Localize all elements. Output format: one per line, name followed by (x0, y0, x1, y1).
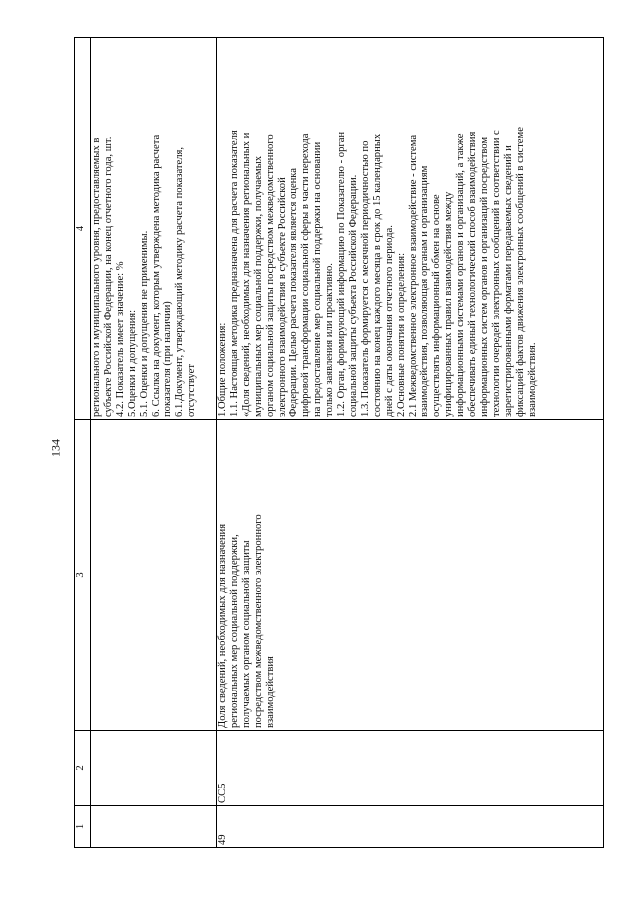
methodology-line: субъекте Российской Федерации, на конец отчетного года, шт. (102, 136, 114, 417)
methodology-line: 1.2. Орган, формирующий информацию по Показателю - орган (336, 131, 348, 417)
methodology-line: муниципальных мер социальной поддержки, получаемых (252, 155, 264, 417)
methodology-line: социальной защиты субъекта Российской Федерации. (347, 174, 359, 417)
name-line: получаемых органом социальной защиты (240, 540, 252, 728)
methodology-line: 5.1. Оценки и допущения не применимы. (138, 230, 150, 417)
methodology-line: 2.Основные понятия и определения: (395, 252, 407, 417)
name-line: региональных мер социальной поддержки, (228, 534, 240, 728)
methodology-line: на предоставление мер социальной поддержки на основании (312, 141, 324, 417)
methodology-line: 1.Общие положения: (217, 322, 228, 417)
methodology-line: 6. Ссылка на документ, которым утверждена методика расчета (150, 134, 162, 417)
methodology-line: информационными системами органов и организаций, а также (455, 133, 467, 417)
header-col-4: 4 (75, 38, 91, 420)
cell-code (91, 731, 217, 806)
name-line: Доля сведений, необходимых для назначения (217, 523, 228, 728)
cell-methodology (91, 38, 217, 420)
name-line: взаимодействия (264, 656, 276, 728)
methodology-line: 6.1.Документ, утверждающий методику расчета показателя, (174, 146, 186, 417)
cell-name (91, 420, 217, 731)
methodology-line: фиксацией фактов движения электронных сообщений в системе (514, 127, 526, 417)
page-number: 134 (48, 439, 63, 457)
methodology-line: 1.1. Настоящая методика предназначена для расчета показателя (228, 130, 240, 417)
methodology-line: Федерации. Целью расчета показателя является оценка (288, 168, 300, 417)
cell-methodology (217, 38, 604, 420)
methodology-line: только заявления или проактивно. (324, 263, 336, 417)
methodology-line: осуществлять информационный обмен на основе (431, 194, 443, 417)
methodology-line: зарегистрированными форматами передаваемых сведений и (502, 145, 514, 417)
cell-number (91, 806, 217, 848)
header-row (75, 38, 91, 848)
methodology-line: обеспечивать единый технологический способ взаимодействия (467, 131, 479, 417)
methodology-line: взаимодействия. (526, 342, 538, 417)
methodology-line: цифровой трансформации социальной сферы в части перехода (300, 133, 312, 417)
methodology-line: информационных систем органов и организаций посредством (478, 136, 490, 417)
indicator-table (74, 37, 604, 848)
methodology-line: показателя (при наличии) (162, 301, 174, 417)
methodology-line: технологии очередей электронных сообщений в соответствии с (490, 130, 502, 417)
table-row-49 (217, 38, 604, 848)
header-col-3: 3 (75, 420, 91, 731)
cell-name (217, 420, 604, 731)
methodology-line: органом социальной защиты посредством межведомственного (264, 134, 276, 417)
cell-number: 49 (217, 806, 604, 848)
header-col-2: 2 (75, 731, 91, 806)
methodology-line: «Доля сведений, необходимых для назначения региональных и (240, 132, 252, 417)
methodology-line: отсутствует (186, 364, 198, 417)
methodology-line: унифицированных правил взаимодействия между (443, 191, 455, 417)
methodology-line: взаимодействия, позволяющая органам и организациям (419, 165, 431, 417)
table-row-continued (91, 38, 217, 848)
methodology-line: дней с даты окончания отчетного периода. (383, 225, 395, 417)
methodology-line: 5.Оценки и допущения: (126, 309, 138, 417)
methodology-line: регионального и муниципального уровня, предоставляемых в (91, 137, 102, 417)
methodology-line: электронного взаимодействия в субъекте Российской (276, 177, 288, 417)
cell-code: СС5 (217, 731, 604, 806)
methodology-line: 1.3. Показатель формируется с месячной периодичностью по (359, 140, 371, 417)
methodology-line: 4.2. Показатель имеет значение: % (114, 261, 126, 417)
rotated-table-container (74, 58, 604, 848)
name-line: посредством межведомственного электронного (252, 514, 264, 728)
methodology-line: 2.1 Межведомственное электронное взаимодействие - система (407, 134, 419, 417)
header-col-1: 1 (75, 806, 91, 848)
methodology-line: состоянию на конец каждого месяца в срок до 15 календарных (371, 133, 383, 417)
